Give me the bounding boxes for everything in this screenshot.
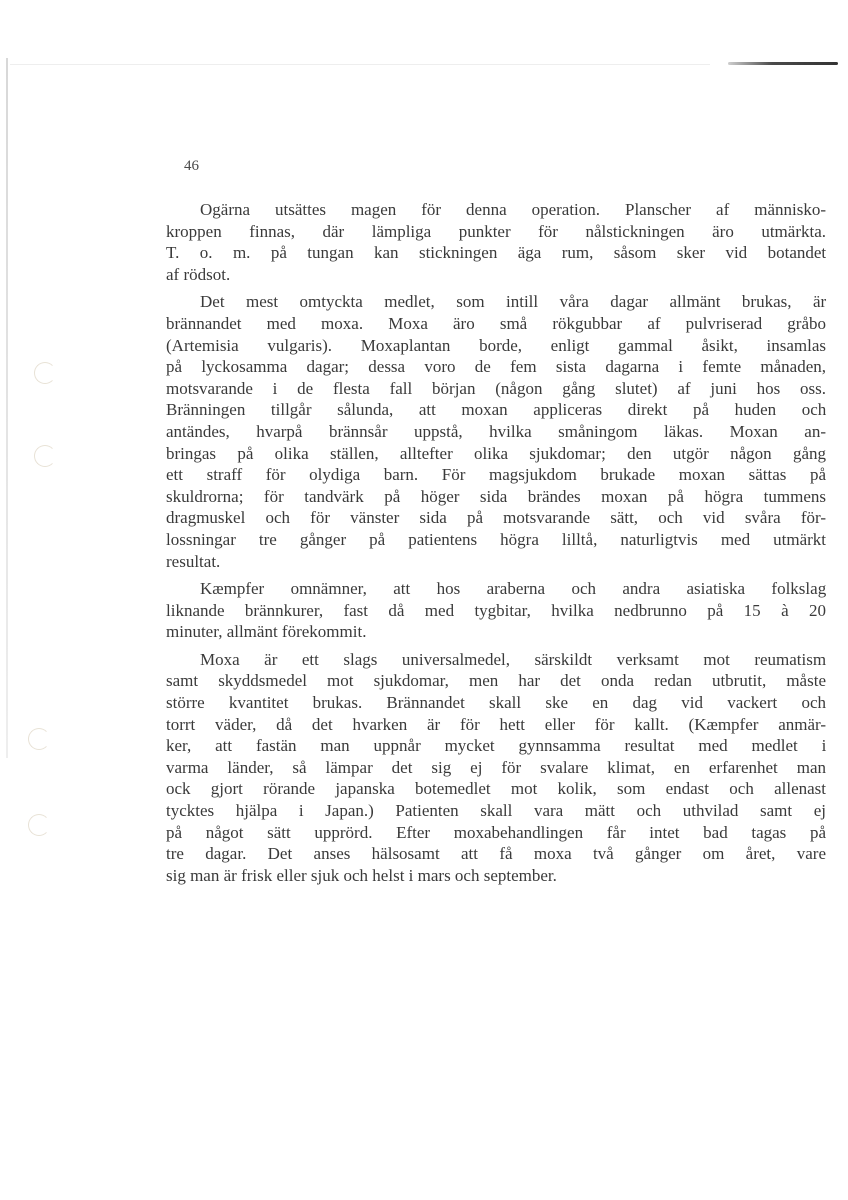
paragraph [166,199,826,285]
scan-top-right-mark [728,62,838,65]
text-line: samt skyddsmedel mot sjukdomar, men har det onda redan utbrutit, måste [166,671,826,691]
paragraph [166,578,826,643]
text-line: Kæmpfer omnämner, att hos araberna och andra asiatiska folkslag [200,579,827,599]
text-line: varma länder, så lämpar det sig ej för svalare klimat, en erfarenhet man [166,757,826,777]
text-line: Bränningen tillgår sålunda, att moxan appliceras direkt på huden och [166,400,827,420]
punch-hole [28,728,50,750]
paragraph [166,291,826,572]
page-number: 46 [184,158,199,174]
text-line: ock gjort rörande japanska botemedlet mot kolik, som endast och allenast [166,779,826,799]
text-line: ker, att fastän man uppnår mycket gynnsamma resultat med medlet i [166,736,827,756]
text-line: bringas på olika ställen, alltefter olika sjukdomar; den utgör någon gång [166,443,826,463]
text-line: dragmuskel och för vänster sida på motsvarande sätt, och vid svåra för- [166,508,826,528]
text-line: tycktes hjälpa i Japan.) Patienten skall vara mätt och uthvilad samt ej [166,801,826,821]
text-line: liknande brännkurer, fast då med tygbitar, hvilka nedbrunno på 15 à 20 [166,600,826,620]
text-line: Moxa är ett slags universalmedel, särskildt verksamt mot reumatism [200,649,827,669]
scan-top-rule [10,64,710,65]
text-line: ett straff för olydiga barn. För magsjukdom brukade moxan sättas på [166,465,826,485]
text-line: Det mest omtyckta medlet, som intill våra dagar allmänt brukas, är [200,292,827,312]
text-line: motsvarande i de flesta fall början (någon gång slutet) af juni hos oss. [166,378,826,398]
text-line: större kvantitet brukas. Brännandet skall ske en dag vid vackert och [166,693,826,713]
text-line: minuter, allmänt förekommit. [166,622,367,642]
text-line: T. o. m. på tungan kan stickningen äga rum, såsom sker vid botandet [166,243,827,263]
text-line: på lyckosamma dagar; dessa voro de fem sista dagarna i femte månaden, [166,357,826,377]
body-text [166,199,826,892]
text-line: brännandet med moxa. Moxa äro små rökgubbar af pulvriserad gråbo [166,313,826,333]
text-line: lossningar tre gånger på patientens högra lilltå, naturligtvis med utmärkt [166,529,826,549]
punch-hole [34,445,56,467]
text-line: antändes, hvarpå brännsår uppstå, hvilka småningom läkas. Moxan an- [166,421,826,441]
text-line: tre dagar. Det anses hälsosamt att få moxa två gånger om året, vare [166,844,826,864]
punch-hole [34,362,56,384]
text-line: resultat. [166,551,221,571]
text-line: (Artemisia vulgaris). Moxaplantan borde, enligt gammal åsikt, insamlas [166,335,826,355]
text-line: sig man är frisk eller sjuk och helst i mars och september. [166,865,557,885]
text-line: kroppen finnas, där lämpliga punkter för nålstickningen äro utmärkta. [166,221,826,241]
text-line: på något sätt upprörd. Efter moxabehandlingen får intet bad tagas på [166,822,826,842]
text-line: skuldrorna; för tandvärk på höger sida brändes moxan på högra tummens [166,486,826,506]
text-line: Ogärna utsättes magen för denna operation. Planscher af människo- [200,200,826,219]
text-line: torrt väder, då det hvarken är för hett eller för kallt. (Kæmpfer anmär- [166,714,826,734]
punch-hole [28,814,50,836]
paragraph [166,649,826,887]
text-line: af rödsot. [166,264,231,284]
scan-left-edge [6,58,8,758]
